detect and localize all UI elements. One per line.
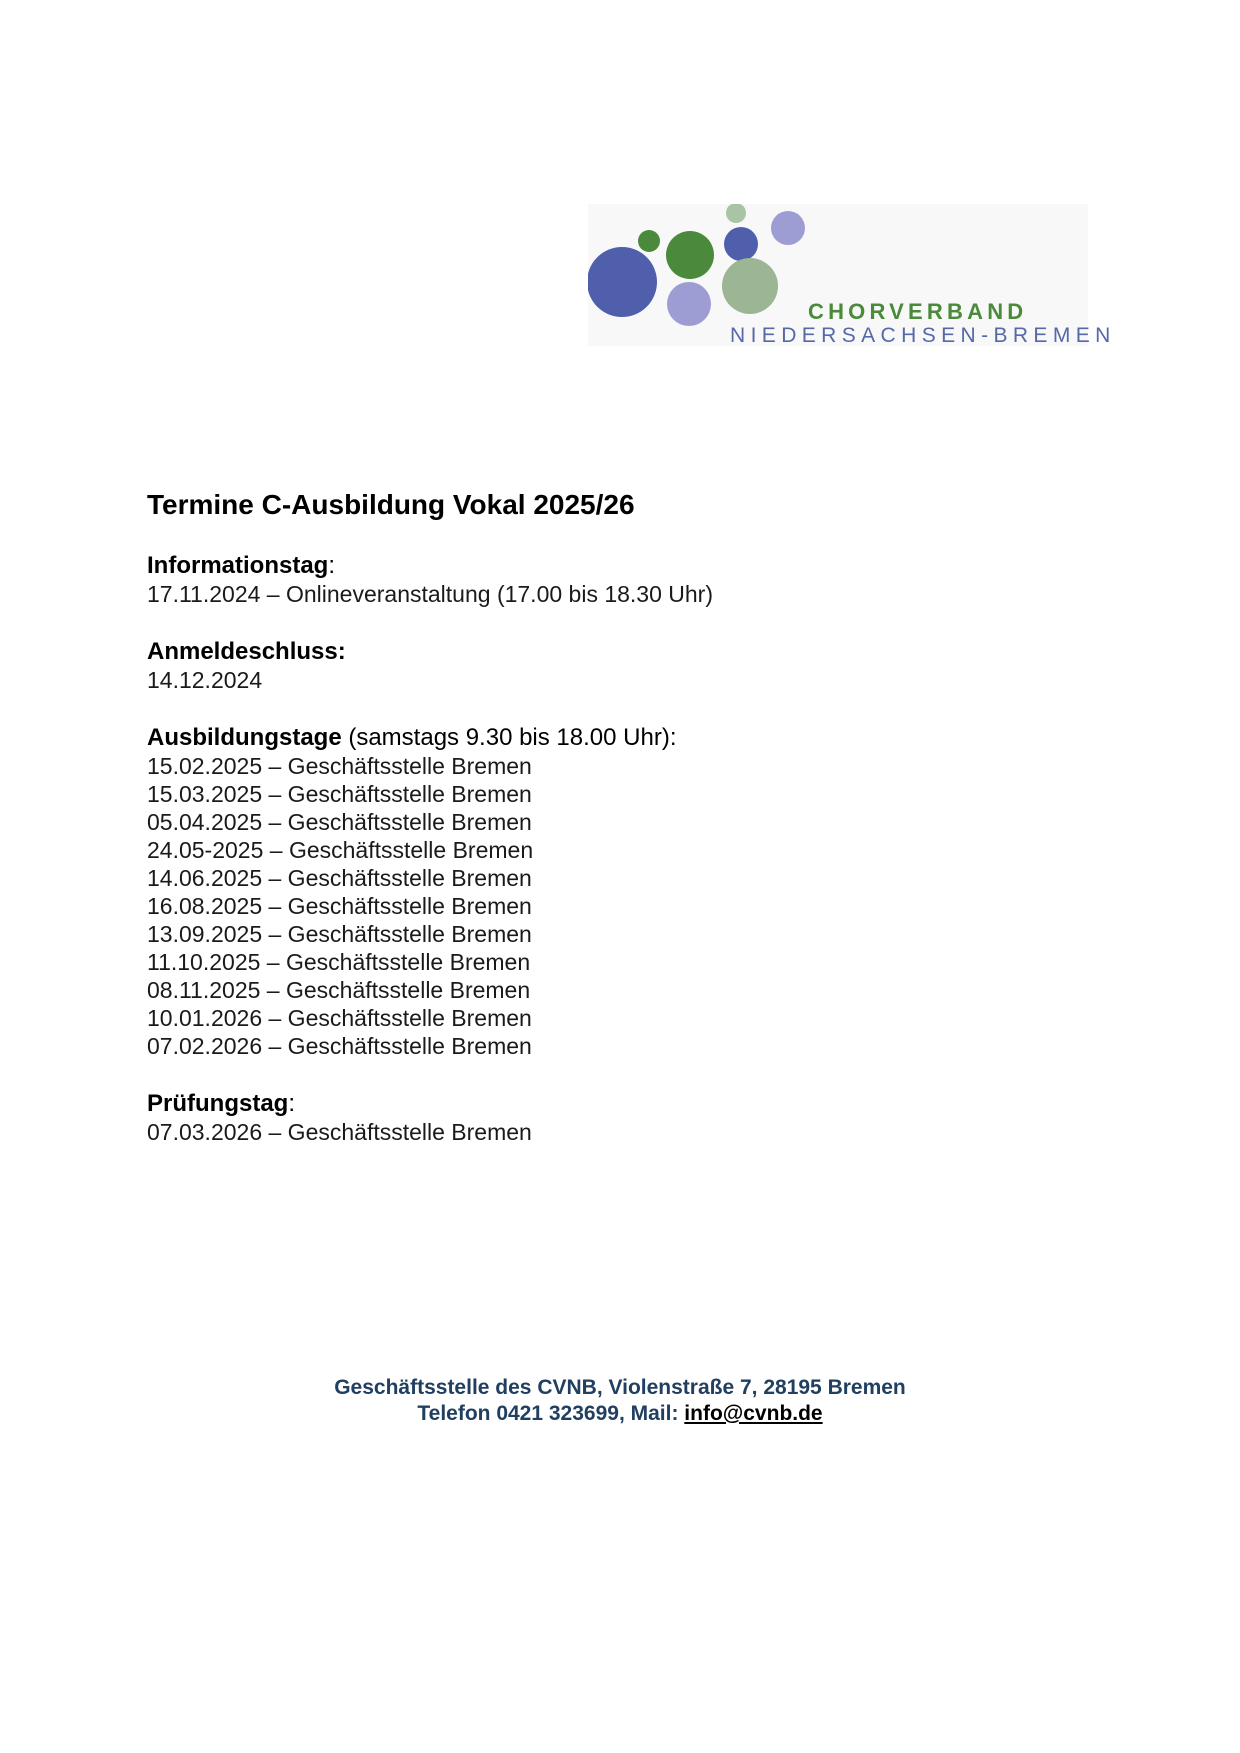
footer xyxy=(0,1375,1240,1427)
training-day-line: 10.01.2026 – Geschäftsstelle Bremen xyxy=(147,1005,532,1031)
logo-text-region: NIEDERSACHSEN-BREMEN xyxy=(730,324,1116,347)
deadline-line: 14.12.2024 xyxy=(147,667,263,693)
footer-contact-prefix: Telefon 0421 323699, Mail: xyxy=(417,1402,685,1425)
training-day-line: 24.05-2025 – Geschäftsstelle Bremen xyxy=(147,837,534,863)
logo-dot xyxy=(724,227,758,261)
exam-day-line: 07.03.2026 – Geschäftsstelle Bremen xyxy=(147,1119,532,1145)
training-day-line: 05.04.2025 – Geschäftsstelle Bremen xyxy=(147,809,532,835)
exam-day-heading-suffix: : xyxy=(288,1090,295,1117)
training-day-line: 11.10.2025 – Geschäftsstelle Bremen xyxy=(147,949,531,975)
document-title: Termine C-Ausbildung Vokal 2025/26 xyxy=(147,489,635,520)
deadline-heading xyxy=(147,638,1047,666)
deadline-section xyxy=(147,638,1047,694)
info-day-line: 17.11.2024 – Onlineveranstaltung (17.00 bis 18.30 Uhr) xyxy=(147,581,714,607)
training-day-line: 07.02.2026 – Geschäftsstelle Bremen xyxy=(147,1033,532,1059)
info-day-section xyxy=(147,552,1047,608)
logo-text-chorverband: CHORVERBAND xyxy=(808,299,1028,324)
info-day-heading-suffix: : xyxy=(328,552,336,579)
chorverband-logo xyxy=(588,204,1116,347)
info-day-heading xyxy=(147,552,1047,580)
training-days-section xyxy=(147,724,1047,1060)
training-day-line: 15.03.2025 – Geschäftsstelle Bremen xyxy=(147,781,532,807)
logo-dot xyxy=(667,282,711,326)
logo-dot xyxy=(638,230,660,252)
training-day-line: 08.11.2025 – Geschäftsstelle Bremen xyxy=(147,977,531,1003)
footer-contact xyxy=(0,1401,1240,1427)
logo-dot xyxy=(771,211,805,245)
training-days-heading xyxy=(147,724,1047,752)
logo-dot xyxy=(588,247,657,317)
training-day-line: 15.02.2025 – Geschäftsstelle Bremen xyxy=(147,753,532,779)
exam-day-heading xyxy=(147,1090,1047,1118)
deadline-heading-label: Anmeldeschluss: xyxy=(147,638,346,665)
exam-day-section xyxy=(147,1090,1047,1146)
training-day-line: 13.09.2025 – Geschäftsstelle Bremen xyxy=(147,921,532,947)
email-link[interactable]: info@cvnb.de xyxy=(684,1402,823,1425)
training-days-heading-label: Ausbildungstage xyxy=(147,724,342,751)
exam-day-heading-label: Prüfungstag xyxy=(147,1090,289,1117)
training-days-heading-suffix: (samstags 9.30 bis 18.00 Uhr): xyxy=(341,724,677,751)
logo-dot xyxy=(666,231,714,279)
info-day-heading-label: Informationstag xyxy=(147,552,329,579)
logo-dot xyxy=(726,204,746,223)
document-body xyxy=(147,486,1047,1176)
training-day-line: 16.08.2025 – Geschäftsstelle Bremen xyxy=(147,893,532,919)
training-day-line: 14.06.2025 – Geschäftsstelle Bremen xyxy=(147,865,532,891)
footer-address: Geschäftsstelle des CVNB, Violenstraße 7, 28195 Bremen xyxy=(334,1376,906,1399)
logo-dot xyxy=(722,258,778,314)
